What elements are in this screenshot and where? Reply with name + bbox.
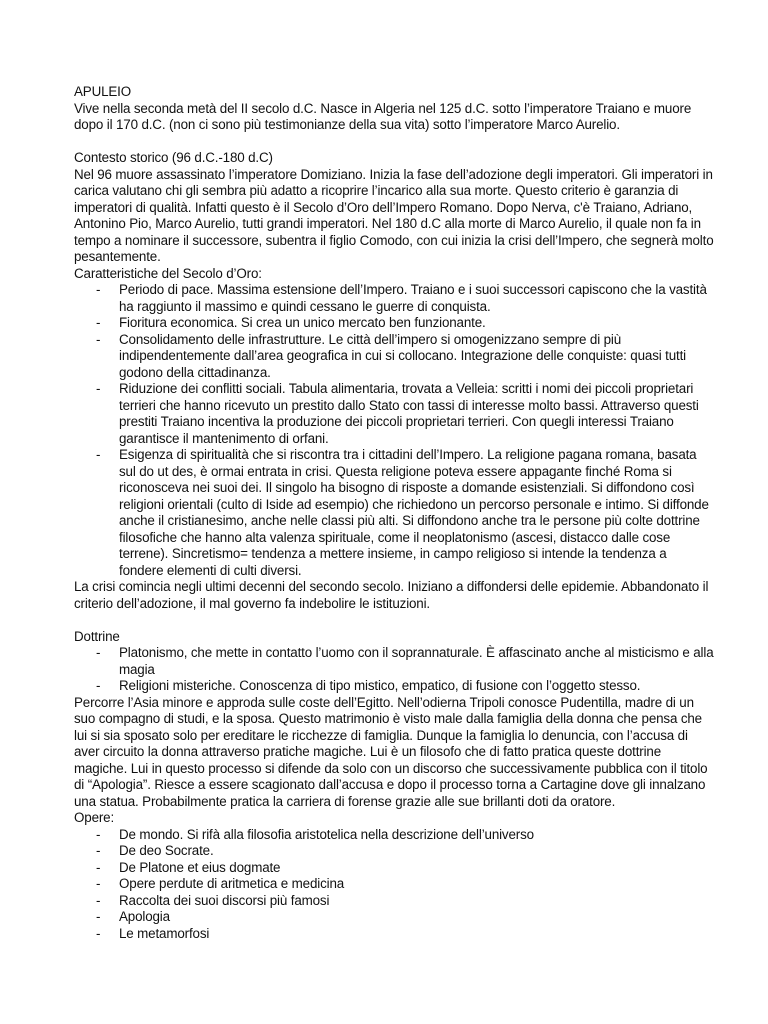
- crisi-paragraph: La crisi comincia negli ultimi decenni del secondo secolo. Iniziano a diffondersi delle epidemie. Abbandonato il criterio dell’adozione, il mal governo fa indebolire le istituzioni.: [74, 579, 709, 611]
- list-item: [74, 893, 714, 910]
- list-item: [74, 645, 714, 678]
- contesto-paragraph: Nel 96 muore assassinato l’imperatore Domiziano. Inizia la fase dell’adozione degli imperatori. Gli imperatori in carica valutano chi gli sembra più adatto a ricoprire l’incarico alla sua morte. Questo criterio è garanzia di imperatori di qualità. Infatti questo è il Secolo d’Oro dell’Impero Romano. Dopo Nerva, c'è Traiano, Adriano, Antonino Pio, Marco Aurelio, tutti grandi imperatori. Nel 180 d.C alla morte di Marco Aurelio, il quale non fa in tempo a nominare il successore, subentra il figlio Comodo, con cui inizia la crisi dell’Impero, che segnerà molto pesantemente.: [74, 166, 714, 264]
- opere-heading: Opere:: [74, 810, 115, 825]
- list-item: [74, 909, 714, 926]
- list-item: [74, 827, 714, 844]
- dash-icon: -: [96, 282, 101, 297]
- list-item-text: Esigenza di spiritualità che si riscontra tra i cittadini dell’Impero. La religione pagana romana, basata sul do ut des, è ormai entrata in crisi. Questa religione poteva essere appagante finché Roma si riconosceva nei suoi dei. Il singolo ha bisogno di risposte a domande esistenziali. Si diffondono così religioni orientali (culto di Iside ad esempio) che richiedono un percorso personale e intimo. Si diffonde anche il cristianesimo, anche nelle classi più alti. Si diffondono anche tra le persone più colte dottrine filosofiche che hanno alta valenza spirituale, come il neoplatonismo (ascesi, distacco dalle cose terrene). Sincretismo= tendenza a mettere insieme, in campo religioso si intende la tendenza a fondere elementi di culti diversi.: [119, 447, 709, 578]
- dottrine-heading: Dottrine: [74, 628, 120, 644]
- spacer: [74, 612, 714, 629]
- list-item-text: Raccolta dei suoi discorsi più famosi: [119, 892, 330, 908]
- list-item-text: Apologia: [119, 909, 170, 924]
- document-page: [74, 84, 714, 942]
- list-item: [74, 315, 714, 332]
- dash-icon: -: [96, 447, 101, 462]
- list-item: [74, 447, 714, 579]
- list-item: [74, 843, 714, 860]
- list-item-text: De mondo. Si rifà alla filosofia aristotelica nella descrizione dell’universo: [119, 826, 534, 842]
- intro-paragraph: Vive nella seconda metà del II secolo d.C. Nasce in Algeria nel 125 d.C. sotto l’imperatore Traiano e muore dopo il 170 d.C. (non ci sono più testimonianze della sua vita) sotto l’imperatore Marco Aurelio.: [74, 100, 692, 132]
- dash-icon: -: [96, 331, 101, 347]
- biography-paragraph: Percorre l’Asia minore e approda sulle coste dell’Egitto. Nell’odierna Tripoli conosce Pudentilla, madre di un suo compagno di studi, e la sposa. Questo matrimonio è visto male dalla famiglia della donna che pensa che lui si sia sposato solo per ereditare le ricchezze di famiglia. Dunque la famiglia lo denuncia, con l’accusa di aver circuito la donna attraverso pratiche magiche. Lui è un filosofo che di fatto pratica queste dottrine magiche. Lui in questo processo si difende da solo con un discorso che successivamente pubblica con il titolo di “Apologia”. Riesce a essere scagionato dall’accusa e dopo il processo torna a Cartagine dove gli innalzano una statua. Probabilmente pratica la carriera di forense grazie alle sue brillanti doti da oratore.: [74, 694, 708, 809]
- list-item-text: Opere perdute di aritmetica e medicina: [119, 876, 345, 891]
- list-item: [74, 282, 714, 315]
- dash-icon: -: [96, 859, 101, 875]
- list-item: [74, 860, 714, 877]
- dash-icon: -: [96, 315, 101, 330]
- document-title: APULEIO: [74, 84, 131, 99]
- opere-list: [74, 827, 714, 943]
- dash-icon: -: [96, 678, 101, 693]
- list-item-text: De deo Socrate.: [119, 843, 214, 858]
- dash-icon: -: [96, 909, 101, 924]
- dash-icon: -: [96, 876, 101, 891]
- list-item-text: Riduzione dei conflitti sociali. Tabula alimentaria, trovata a Velleia: scritti i nomi dei piccoli proprietari terrieri che hanno ricevuto un prestito dallo Stato con tassi di interesse molto bassi. Attraverso questi prestiti Traiano incentiva la produzione dei piccoli proprietari terrieri. Con quegli interessi Traiano garantisce il mantenimento di orfani.: [119, 381, 699, 446]
- dash-icon: -: [96, 925, 101, 941]
- list-item-text: Periodo di pace. Massima estensione dell’Impero. Traiano e i suoi successori capiscono che la vastità ha raggiunto il massimo e quindi cessano le guerre di conquista.: [119, 282, 707, 314]
- secolo-oro-heading: Caratteristiche del Secolo d’Oro:: [74, 265, 262, 281]
- dash-icon: -: [96, 381, 101, 396]
- dash-icon: -: [96, 645, 101, 660]
- list-item: [74, 926, 714, 943]
- list-item-text: Fioritura economica. Si crea un unico mercato ben funzionante.: [119, 315, 486, 330]
- list-item-text: De Platone et eius dogmate: [119, 859, 281, 875]
- list-item: [74, 381, 714, 447]
- list-item-text: Le metamorfosi: [119, 925, 210, 941]
- dash-icon: -: [96, 843, 101, 858]
- list-item: [74, 678, 714, 695]
- list-item: [74, 332, 714, 382]
- list-item: [74, 876, 714, 893]
- spacer: [74, 134, 714, 151]
- contesto-heading: Contesto storico (96 d.C.-180 d.C): [74, 150, 273, 165]
- secolo-oro-list: [74, 282, 714, 579]
- list-item-text: Religioni misteriche. Conoscenza di tipo mistico, empatico, di fusione con l’oggetto stesso.: [119, 678, 641, 693]
- dash-icon: -: [96, 826, 101, 842]
- dottrine-list: [74, 645, 714, 695]
- list-item-text: Platonismo, che mette in contatto l’uomo con il soprannaturale. È affascinato anche al misticismo e alla magia: [119, 645, 714, 677]
- dash-icon: -: [96, 892, 101, 908]
- list-item-text: Consolidamento delle infrastrutture. Le città dell’impero si omogenizzano sempre di più indipendentemente dall’area geografica in cui si collocano. Integrazione delle conquiste: quasi tutti godono della cittadinanza.: [119, 331, 686, 380]
